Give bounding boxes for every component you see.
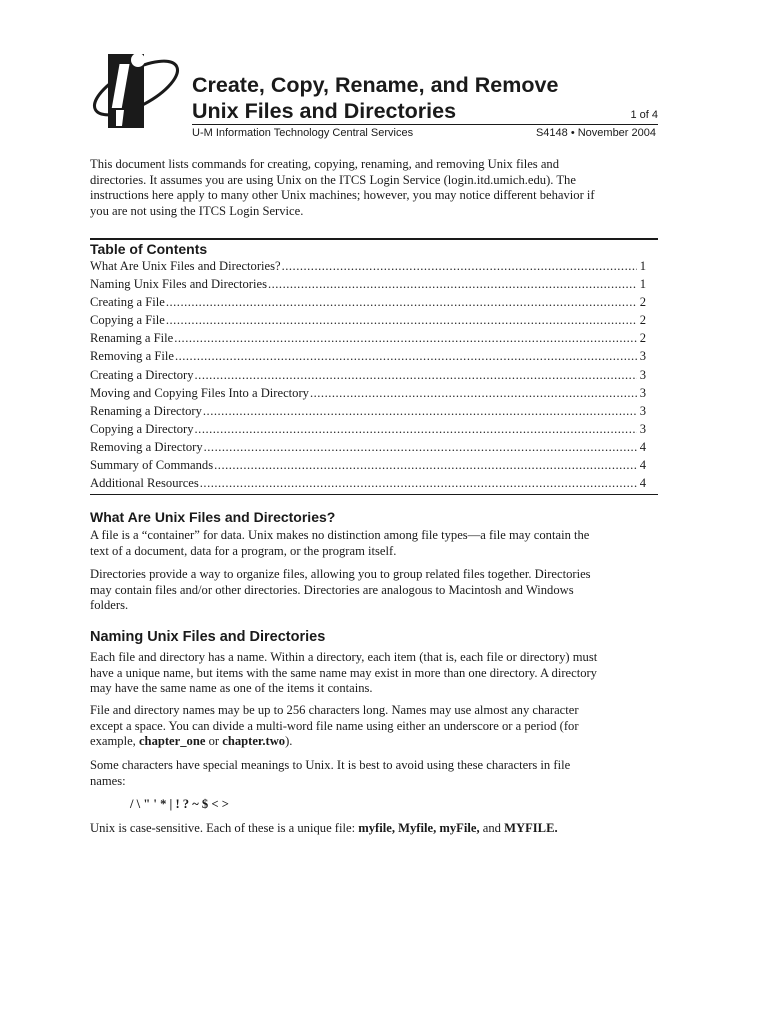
text-line — [90, 734, 656, 750]
document-id: S4148 • November 2004 — [535, 127, 656, 139]
text-line: text of a document, data for a program, or the program itself. — [90, 543, 397, 558]
toc-entry-title: Copying a File — [90, 313, 165, 328]
text-fragment: ). — [285, 734, 293, 748]
toc-entry-title: Removing a File — [90, 349, 174, 364]
intro-line: you are not using the ITCS Login Service. — [90, 203, 304, 218]
toc-entry-title: Copying a Directory — [90, 421, 194, 436]
toc-entry-title: Naming Unix Files and Directories — [90, 277, 267, 292]
text-line: except a space. You can divide a multi-word file name using either an underscore or a period (for — [90, 718, 579, 733]
toc-entry-page: 2 — [639, 295, 646, 310]
toc-entry-title: Creating a Directory — [90, 367, 194, 382]
page-count: 1 of 4 — [630, 109, 658, 121]
toc-entry[interactable] — [90, 259, 646, 277]
text-line: may have the same name as one of the items it contains. — [90, 681, 373, 695]
example-filename: myFile — [439, 821, 477, 835]
header-rule — [192, 124, 658, 125]
intro-line: instructions here apply to many other Unix machines; however, you may notice different behavior if — [90, 188, 595, 202]
toc-entry[interactable] — [90, 349, 646, 367]
title-line-2: Unix Files and Directories — [192, 99, 457, 123]
text-line: folders. — [90, 598, 129, 612]
section2-paragraph-1 — [90, 650, 656, 697]
toc-entry-page: 3 — [639, 385, 646, 400]
text-line: Unix is case-sensitive. Each of these is a unique file: myfile, Myfile, myFile, and MYFILE. — [90, 821, 558, 835]
text-line: A file is a “container” for data. Unix makes no distinction among file types—a file may contain the — [90, 528, 590, 542]
toc-entry[interactable] — [90, 277, 646, 295]
itcs-info-logo — [86, 50, 186, 132]
toc-entry-title: Renaming a Directory — [90, 403, 202, 418]
toc-leader-dots — [200, 476, 637, 491]
toc-leader-dots — [310, 386, 637, 401]
toc-leader-dots — [175, 349, 637, 364]
intro-line: directories. It assumes you are using Unix on the ITCS Login Service (login.itd.umich.edu). The — [90, 172, 576, 187]
example-filename-period: chapter.two — [222, 734, 286, 748]
title-line-1: Create, Copy, Rename, and Remove — [192, 73, 559, 97]
intro-line: This document lists commands for creating, copying, renaming, and removing Unix files and — [90, 157, 560, 171]
toc-entry-title: Creating a File — [90, 295, 165, 310]
text-fragment: example, — [90, 734, 139, 748]
toc-entry[interactable] — [90, 313, 646, 331]
toc-leader-dots — [214, 458, 637, 473]
toc-entry[interactable] — [90, 476, 646, 494]
organization-name: U-M Information Technology Central Services — [192, 127, 414, 139]
toc-entry-title: Removing a Directory — [90, 439, 203, 454]
toc-entry[interactable] — [90, 386, 646, 404]
section1-paragraph-2 — [90, 567, 656, 614]
toc-entry[interactable] — [90, 440, 646, 458]
text-fragment: Unix is case-sensitive. Each of these is a unique file: — [90, 821, 359, 835]
document-title — [192, 72, 658, 124]
toc-entry-page: 3 — [639, 421, 646, 436]
table-of-contents — [90, 259, 646, 494]
toc-entry[interactable] — [90, 404, 646, 422]
example-filename: MYFILE — [504, 821, 555, 835]
toc-top-rule — [90, 238, 658, 240]
text-line: names: — [90, 773, 126, 788]
toc-entry-title: Summary of Commands — [90, 458, 214, 473]
toc-leader-dots — [195, 422, 637, 437]
toc-entry-page: 3 — [639, 367, 646, 382]
toc-leader-dots — [195, 368, 637, 383]
toc-entry-title: Moving and Copying Files Into a Directory — [90, 385, 309, 400]
section-heading-naming: Naming Unix Files and Directories — [90, 629, 326, 645]
section-heading-what-are-files: What Are Unix Files and Directories? — [90, 509, 336, 525]
text-line: Directories provide a way to organize files, allowing you to group related files together. Directories — [90, 567, 591, 581]
toc-entry-title: Renaming a File — [90, 331, 174, 346]
toc-entry[interactable] — [90, 331, 646, 349]
toc-bottom-rule — [90, 494, 658, 495]
toc-entry-page: 4 — [639, 458, 646, 473]
toc-entry-title: Additional Resources — [90, 476, 199, 491]
toc-entry-page: 4 — [639, 439, 646, 454]
section2-paragraph-2 — [90, 703, 656, 750]
text-line: Some characters have special meanings to Unix. It is best to avoid using these characters in file — [90, 758, 571, 772]
toc-leader-dots — [268, 277, 637, 292]
toc-entry-page: 4 — [639, 476, 646, 491]
toc-entry[interactable] — [90, 368, 646, 386]
toc-leader-dots — [282, 259, 637, 274]
toc-entry-page: 2 — [639, 313, 646, 328]
toc-heading: Table of Contents — [90, 241, 208, 257]
toc-leader-dots — [174, 331, 637, 346]
toc-entry-page: 3 — [639, 403, 646, 418]
section2-paragraph-3 — [90, 758, 656, 789]
section1-paragraph-1 — [90, 528, 656, 559]
text-line: Each file and directory has a name. Within a directory, each item (that is, each file or directory) must — [90, 650, 598, 664]
example-filename-underscore: chapter_one — [138, 734, 206, 748]
example-filename: myfile — [358, 821, 392, 835]
header-meta — [192, 127, 656, 139]
special-characters-list: / \ " ' * | ! ? ~ $ < > — [130, 797, 229, 811]
toc-entry[interactable] — [90, 422, 646, 440]
toc-leader-dots — [203, 404, 637, 419]
toc-leader-dots — [204, 440, 637, 455]
toc-entry-page: 3 — [639, 349, 646, 364]
text-line: File and directory names may be up to 256 characters long. Names may use almost any character — [90, 703, 579, 717]
text-fragment: and — [479, 821, 505, 835]
toc-entry-page: 2 — [639, 331, 646, 346]
text-line: may contain files and/or other directories. Directories are analogous to Macintosh and Windows — [90, 582, 574, 597]
text-fragment: or — [205, 734, 223, 748]
toc-leader-dots — [166, 295, 637, 310]
toc-entry[interactable] — [90, 458, 646, 476]
toc-entry-page: 1 — [639, 259, 646, 273]
toc-leader-dots — [166, 313, 637, 328]
text-fragment: . — [554, 821, 558, 835]
toc-entry[interactable] — [90, 295, 646, 313]
example-filename: Myfile — [398, 821, 434, 835]
intro-paragraph — [90, 157, 656, 219]
toc-entry-title: What Are Unix Files and Directories? — [90, 259, 281, 273]
toc-entry-page: 1 — [639, 277, 646, 292]
section2-paragraph-4 — [90, 821, 656, 837]
text-line: have a unique name, but items with the same name may exist in more than one directory. A directory — [90, 665, 597, 680]
